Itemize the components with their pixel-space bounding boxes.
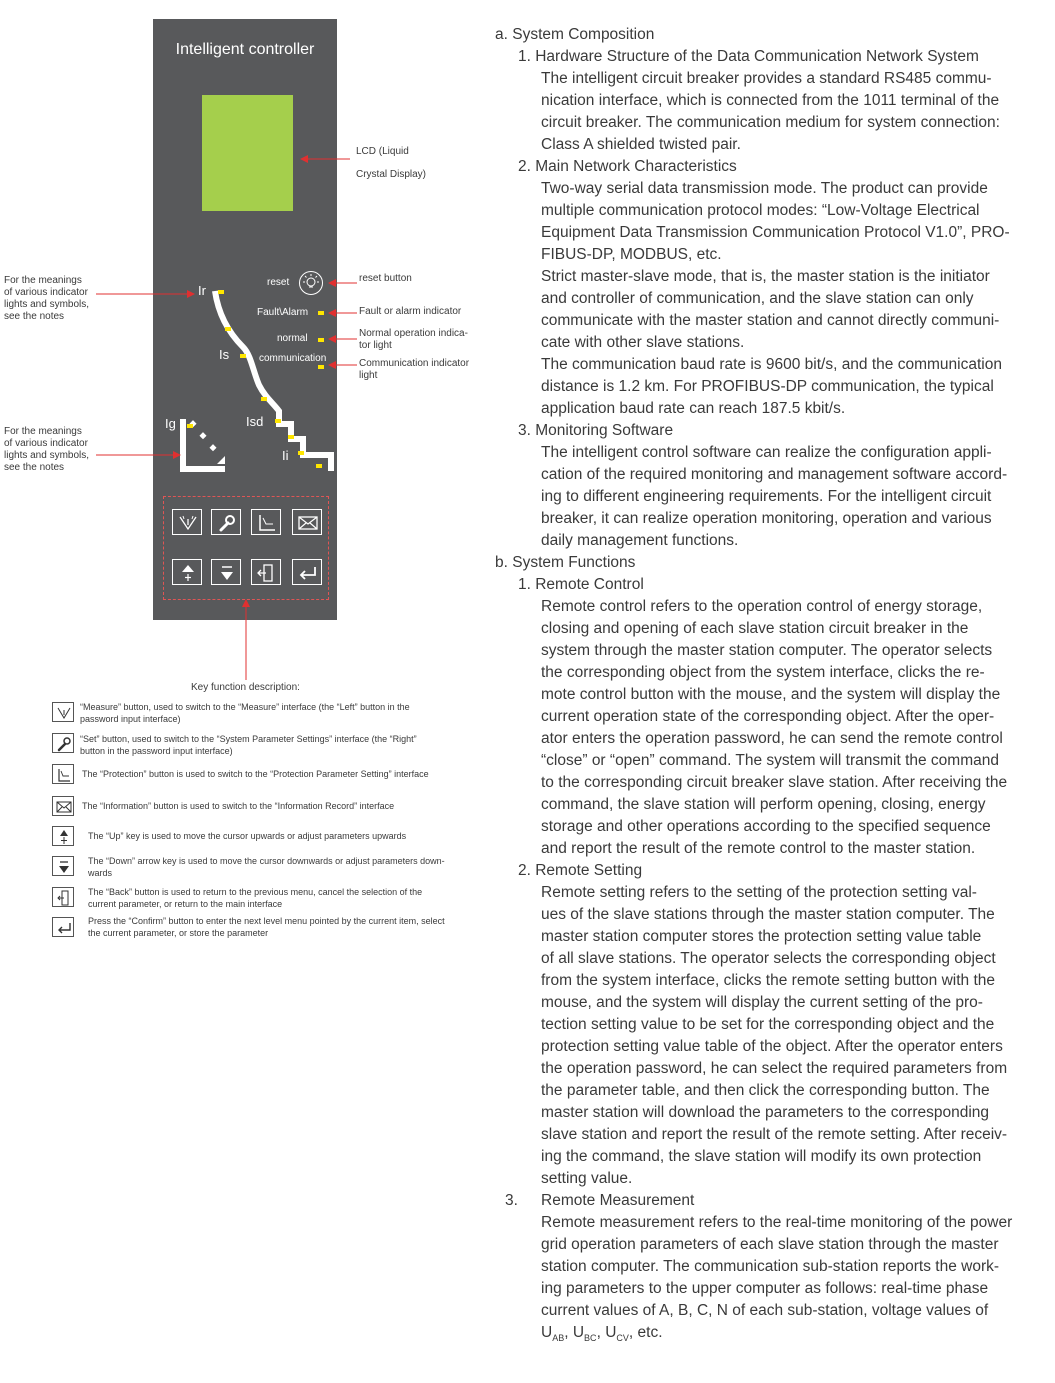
text-line: The intelligent control software can realize the configuration appli- [541,444,992,461]
is-label: Is [219,347,230,362]
protection-button[interactable] [251,509,281,535]
text-line: the parameter table, and then click the corresponding button. The [541,1082,990,1099]
envelope-icon [297,513,319,533]
protection-icon [56,767,72,783]
text-line: FIBUS-DP, MODBUS, etc. [541,246,722,263]
u-bc: $U_{BC}$ [572,1324,597,1344]
text-line: ator enters the operation password, he can send the remote control [541,730,1003,747]
text-line: storage and other operations according to the specified sequence [541,818,991,835]
text-line: of all slave stations. The operator selects the corresponding object [541,950,996,967]
down-button[interactable] [211,559,241,585]
set-button[interactable] [211,509,241,535]
text-line: The intelligent circuit breaker provides a standard RS485 commu- [541,70,992,87]
text-line: mote control button with the mouse, and the system will display the [541,686,1001,703]
reset-annotation: reset button [359,273,412,284]
text-line: and report the result of the remote control to the master station. [541,840,976,857]
is-led [240,354,246,358]
measure-description: “Measure” button, used to switch to the “Measure” interface (the “Left” button in the password input interface) [80,702,410,724]
ii-label: Ii [282,448,289,463]
curve-led-1 [225,327,231,331]
text-line: command, the slave station will perform opening, closing, energy [541,796,986,813]
protection-icon-box [52,764,74,784]
text-line: multiple communication protocol modes: “Low-Voltage Electrical [541,202,980,219]
isd-label: Isd [246,414,264,429]
text-line: application baud rate can reach 187.5 kbit/s. [541,400,846,417]
text-line: nication interface, which is connected from the 1011 terminal of the [541,92,1000,109]
heading-a1: 1. Hardware Structure of the Data Communication Network System [518,48,979,65]
heading-a2: 2. Main Network Characteristics [518,158,737,175]
text-line: ing to different engineering requirements. For the intelligent circuit [541,488,992,505]
ir-led [218,290,224,294]
up-description: The “Up” key is used to move the cursor upwards or adjust parameters upwards [88,831,407,841]
fault-alarm-led [318,311,324,315]
fault-alarm-label: Fault\Alarm [257,307,309,318]
panel-title: Intelligent controller [175,41,315,58]
comm-annotation-line2: light [359,370,378,381]
text-line: slave station and report the result of the remote setting. After receiv- [541,1126,1008,1143]
curve-led-4 [316,464,322,468]
protection-icon [256,513,278,533]
enter-icon-box [52,917,74,937]
bulb-icon [300,272,322,294]
down-arrow-icon-box [52,856,74,876]
measure-icon-box [52,702,74,722]
text-line: setting value. [541,1170,633,1187]
text-line: to the corresponding circuit breaker slave station. After receiving the [541,774,1008,791]
measure-icon [177,513,199,533]
text-line: mouse, and the system will display the current setting of the pro- [541,994,983,1011]
curve-led-3 [288,435,294,439]
communication-label: communication [259,353,327,364]
confirm-button[interactable] [292,559,322,585]
down-description: The “Down” arrow key is used to move the cursor downwards or adjust parameters down- wards [88,856,445,878]
back-icon [56,890,72,906]
curve-led-2 [261,397,267,401]
text-line: Remote measurement refers to the real-time monitoring of the power [541,1214,1013,1231]
text-line: “close” or “open” command. The system will transmit the command [541,752,999,769]
down-arrow-icon [56,859,72,875]
text-line: circuit breaker. The communication medium for system connection: [541,114,1000,131]
text-line: closing and opening of each slave station circuit breaker in the [541,620,969,637]
text-line: Remote setting refers to the setting of the protection setting val- [541,884,977,901]
text-line: system through the master station computer. The operator selects [541,642,993,659]
enter-icon [56,920,72,936]
information-button[interactable] [292,509,322,535]
text-line: cation of the required monitoring and management software accord- [541,466,1008,483]
text-line: ing parameters to the upper computer as follows: real-time phase [541,1280,989,1297]
wrench-icon [216,513,238,533]
isd-led [275,419,281,423]
lcd-annotation-line1: LCD (Liquid [356,146,409,157]
text-line: station computer. The communication sub-station reports the work- [541,1258,1000,1275]
text-line: breaker, it can realize operation monitoring, operation and various [541,510,992,527]
down-arrow-icon [216,563,238,583]
text-line: cate with other slave stations. [541,334,745,351]
heading-a: a. System Composition [495,26,655,43]
up-arrow-icon [56,829,72,845]
heading-b3: Remote Measurement [541,1192,695,1209]
heading-b: b. System Functions [495,554,636,571]
heading-b2: 2. Remote Setting [518,862,643,879]
back-icon-box [52,887,74,907]
u-cv: $U_{CV}$ [605,1324,629,1344]
reset-button[interactable] [299,271,323,295]
text-line: Remote control refers to the operation control of energy storage, [541,598,983,615]
text-line: the operation password, he can select the required parameters from [541,1060,1008,1077]
text-line: daily management functions. [541,532,739,549]
up-arrow-icon [177,563,199,583]
key-function-title: Key function description: [191,682,300,693]
lcd-annotation-line2: Crystal Display) [356,169,427,180]
wrench-icon [56,736,72,752]
text-line: current operation state of the corresponding object. After the oper- [541,708,995,725]
ii-led [298,451,304,455]
reset-label: reset [267,277,290,288]
text-line: communicate with the master station and cannot directly communi- [541,312,1000,329]
back-icon [256,563,278,583]
text-line: grid operation parameters of each slave station through the master [541,1236,999,1253]
back-description: The “Back” button is used to return to the previous menu, cancel the selection of the current parameter, or return to the main interface [88,887,423,909]
normal-annotation-line1: Normal operation indica- [359,328,468,339]
up-arrow-icon-box [52,826,74,846]
text-line: master station will download the parameters to the corresponding [541,1104,990,1121]
text-line: current values of A, B, C, N of each sub-station, voltage values of [541,1302,989,1319]
text-line: ing the command, the slave station will modify its own protection [541,1148,982,1165]
notes-annotation-1: For the meanings of various indicator lights and symbols, see the notes [4,275,90,322]
u-ab: $U_{AB}$ [541,1324,565,1344]
envelope-icon-box [52,796,74,816]
confirm-description: Press the “Confirm” button to enter the next level menu pointed by the current item, select the current parameter, or store the parameter [88,916,445,938]
text-line: tection setting value to be set for the corresponding object and the [541,1016,995,1033]
protection-description: The “Protection” button is used to switch to the “Protection Parameter Setting” interface [82,769,429,779]
text-line: The communication baud rate is 9600 bit/s, and the communication [541,356,1002,373]
information-description: The “Information” button is used to switch to the “Information Record” interface [82,801,395,811]
measure-icon [56,705,72,721]
comm-annotation-line1: Communication indicator [359,358,470,369]
enter-icon [297,563,319,583]
ir-label: Ir [198,283,206,298]
back-button[interactable] [251,559,281,585]
normal-label: normal [277,333,308,344]
envelope-icon [56,799,72,815]
normal-led [318,338,324,342]
up-button[interactable] [172,559,202,585]
text-line: Two-way serial data transmission mode. The product can provide [541,180,988,197]
text-line: and controller of communication, and the slave station can only [541,290,974,307]
text-line: distance is 1.2 km. For PROFIBUS-DP communication, the typical [541,378,994,395]
heading-a3: 3. Monitoring Software [518,422,674,439]
heading-b1: 1. Remote Control [518,576,644,593]
heading-b3-number: 3. [505,1192,518,1209]
text-line: Strict master-slave mode, that is, the master station is the initiator [541,268,990,285]
normal-annotation-line2: tor light [359,340,392,351]
text-line: master station computer stores the protection setting value table [541,928,982,945]
fault-annotation: Fault or alarm indicator [359,306,462,317]
text-line: ues of the slave stations through the master station computer. The [541,906,995,923]
text-line: from the system interface, clicks the remote setting button with the [541,972,996,989]
ig-led [187,424,193,428]
ig-label: Ig [165,416,176,431]
text-line: Class A shielded twisted pair. [541,136,741,153]
measure-button[interactable] [172,509,202,535]
communication-led [318,365,324,369]
voltage-line: $U_{AB}$, $U_{BC}$, $U_{CV}$, etc. [541,1324,663,1344]
text-line: the corresponding object from the system interface, clicks the re- [541,664,985,681]
wrench-icon-box [52,733,74,753]
text-line: protection setting value table of the object. After the operator enters [541,1038,1003,1055]
notes-annotation-2: For the meanings of various indicator lights and symbols, see the notes [4,426,90,473]
protection-curve [153,19,337,489]
set-description: “Set” button, used to switch to the “System Parameter Settings” interface (the “Right” button in the password input interface) [80,734,417,756]
text-line: Equipment Data Transmission Communication Protocol V1.0”, PRO- [541,224,1010,241]
controller-panel [153,19,337,620]
